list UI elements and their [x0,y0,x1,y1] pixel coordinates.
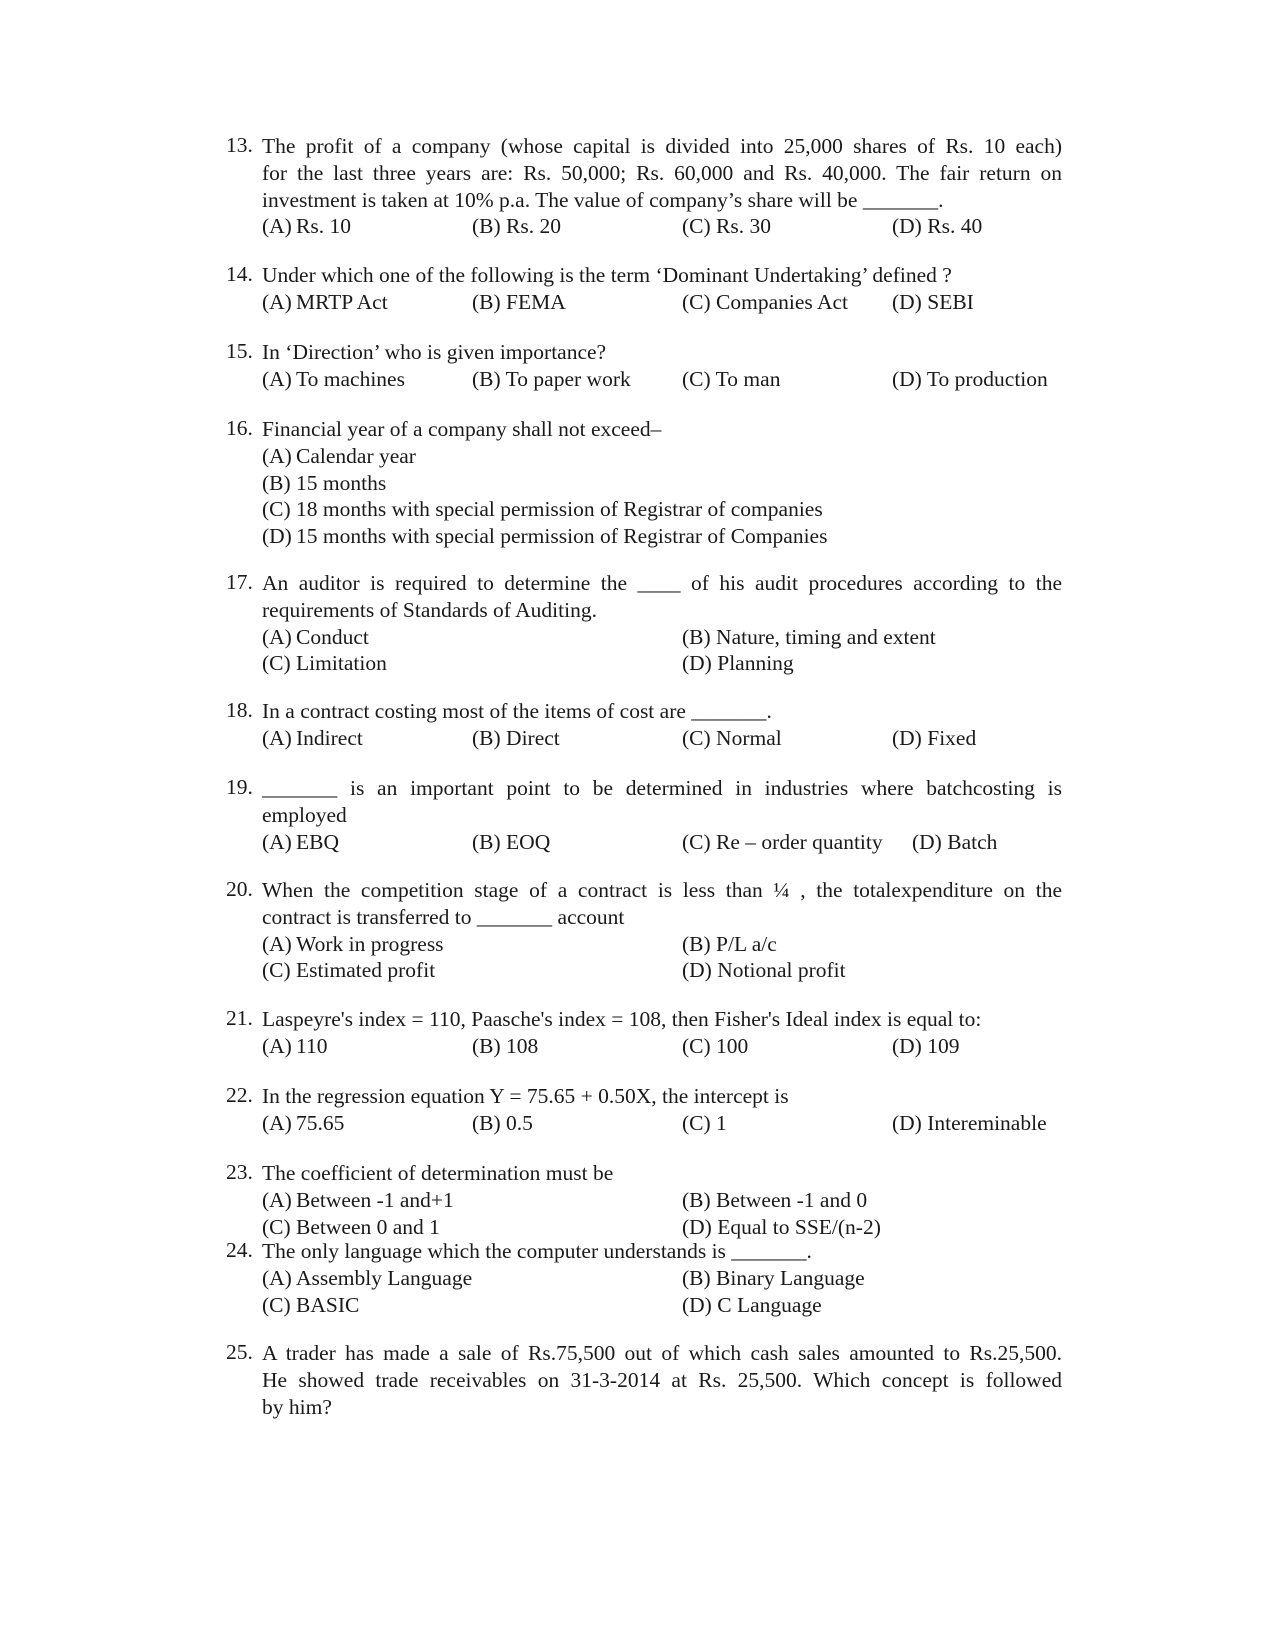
question-text: The coefficient of determination must be [262,1161,614,1185]
question-text: Laspeyre's index = 110, Paasche's index = 108, then Fisher's Ideal index is equal to: [262,1007,982,1031]
option-a: (A) Conduct [262,624,369,649]
question-23 [226,1160,1062,1240]
option-b: (B) EOQ [472,829,551,854]
option-d: (D) Intereminable [892,1110,1047,1135]
question-text: He showed trade receivables on 31-3-2014 at Rs. 25,500. Which concept is followed [262,1367,1062,1392]
option-c: (C) 1 [682,1110,727,1135]
option-a: (A) EBQ [262,829,339,854]
question-text: In the regression equation Y = 75.65 + 0.50X, the intercept is [262,1084,789,1108]
option-d: (D) 109 [892,1033,960,1058]
question-text: requirements of Standards of Auditing. [262,597,597,622]
option-d: (D) SEBI [892,289,974,314]
question-24 [226,1238,1062,1318]
option-a: (A) Assembly Language [262,1265,473,1290]
question-text: contract is transferred to _______ account [262,904,625,929]
question-21 [226,1006,1062,1060]
question-number: 22. [226,1083,253,1107]
question-text: An auditor is required to determine the ____ of his audit procedures according to the [262,571,1062,595]
option-b: (B) Direct [472,725,560,750]
option-b: (B) P/L a/c [682,931,777,956]
option-b: (B) Nature, timing and extent [682,624,936,649]
question-text: investment is taken at 10% p.a. The value of company’s share will be _______. [262,187,944,212]
option-d: (D) Fixed [892,725,977,750]
option-a: (A) Indirect [262,725,363,750]
option-a: (A) MRTP Act [262,289,388,314]
option-b: (B) Rs. 20 [472,214,562,239]
option-c: (C) Companies Act [682,289,849,314]
question-text: The profit of a company (whose capital is divided into 25,000 shares of Rs. 10 each) [262,134,1062,158]
option-c: (C) Between 0 and 1 [262,1214,440,1239]
question-text: The only language which the computer understands is _______. [262,1239,812,1263]
option-d: (D) 15 months with special permission of Registrar of Companies [262,524,828,549]
option-d: (D) Rs. 40 [892,214,983,239]
question-text: In a contract costing most of the items of cost are _______. [262,699,772,723]
option-c: (C) 18 months with special permission of Registrar of companies [262,497,823,522]
option-b: (B) Between -1 and 0 [682,1187,868,1212]
option-c: (C) Rs. 30 [682,214,772,239]
option-c: (C) Estimated profit [262,958,436,983]
question-number: 24. [226,1238,253,1262]
option-c: (C) BASIC [262,1292,360,1317]
question-15 [226,339,1062,393]
question-14 [226,262,1062,316]
option-a: (A) 110 [262,1033,328,1058]
option-d: (D) C Language [682,1292,822,1317]
question-text: A trader has made a sale of Rs.75,500 out of which cash sales amounted to Rs.25,500. [262,1341,1062,1365]
option-d: (D) Notional profit [682,958,846,983]
question-number: 17. [226,570,253,594]
option-b: (B) Binary Language [682,1265,865,1290]
option-d: (D) To production [892,366,1048,391]
question-text: Under which one of the following is the term ‘Dominant Undertaking’ defined ? [262,263,952,287]
option-c: (C) Re – order quantity [682,829,883,854]
question-number: 14. [226,262,253,286]
option-a: (A) 75.65 [262,1110,345,1135]
question-text: In ‘Direction’ who is given importance? [262,340,607,364]
option-b: (B) To paper work [472,366,631,391]
option-a: (A) To machines [262,366,405,391]
question-number: 15. [226,339,253,363]
question-22 [226,1083,1062,1137]
question-18 [226,698,1062,752]
question-number: 21. [226,1006,253,1030]
option-d: (D) Batch [912,829,998,854]
option-c: (C) To man [682,366,781,391]
question-number: 20. [226,877,253,901]
option-b: (B) 108 [472,1033,539,1058]
question-text: When the competition stage of a contract is less than ¼ , the totalexpenditure on the [262,878,1062,902]
question-19 [226,775,1062,855]
option-b: (B) 0.5 [472,1110,533,1135]
question-13 [226,133,1062,240]
option-a: (A) Rs. 10 [262,214,351,239]
option-b: (B) FEMA [472,289,566,314]
option-d: (D) Planning [682,651,794,676]
question-number: 13. [226,133,253,157]
question-number: 16. [226,416,253,440]
question-text: Financial year of a company shall not exceed– [262,417,662,441]
option-a: (A) Calendar year [262,443,416,468]
question-text: employed [262,802,347,827]
option-c: (C) Limitation [262,651,387,676]
question-text: for the last three years are: Rs. 50,000; Rs. 60,000 and Rs. 40,000. The fair return on [262,160,1062,185]
question-number: 19. [226,775,253,799]
question-number: 18. [226,698,253,722]
option-a: (A) Between -1 and+1 [262,1187,454,1212]
question-16 [226,416,1062,550]
option-c: (C) 100 [682,1033,749,1058]
option-d: (D) Equal to SSE/(n-2) [682,1214,881,1239]
question-25 [226,1340,1062,1420]
option-a: (A) Work in progress [262,931,444,956]
question-number: 25. [226,1340,253,1364]
option-c: (C) Normal [682,725,782,750]
question-17 [226,570,1062,677]
question-text: _______ is an important point to be determined in industries where batchcosting is [262,776,1062,800]
question-number: 23. [226,1160,253,1184]
question-20 [226,877,1062,984]
option-b: (B) 15 months [262,470,387,495]
question-text: by him? [262,1394,332,1419]
